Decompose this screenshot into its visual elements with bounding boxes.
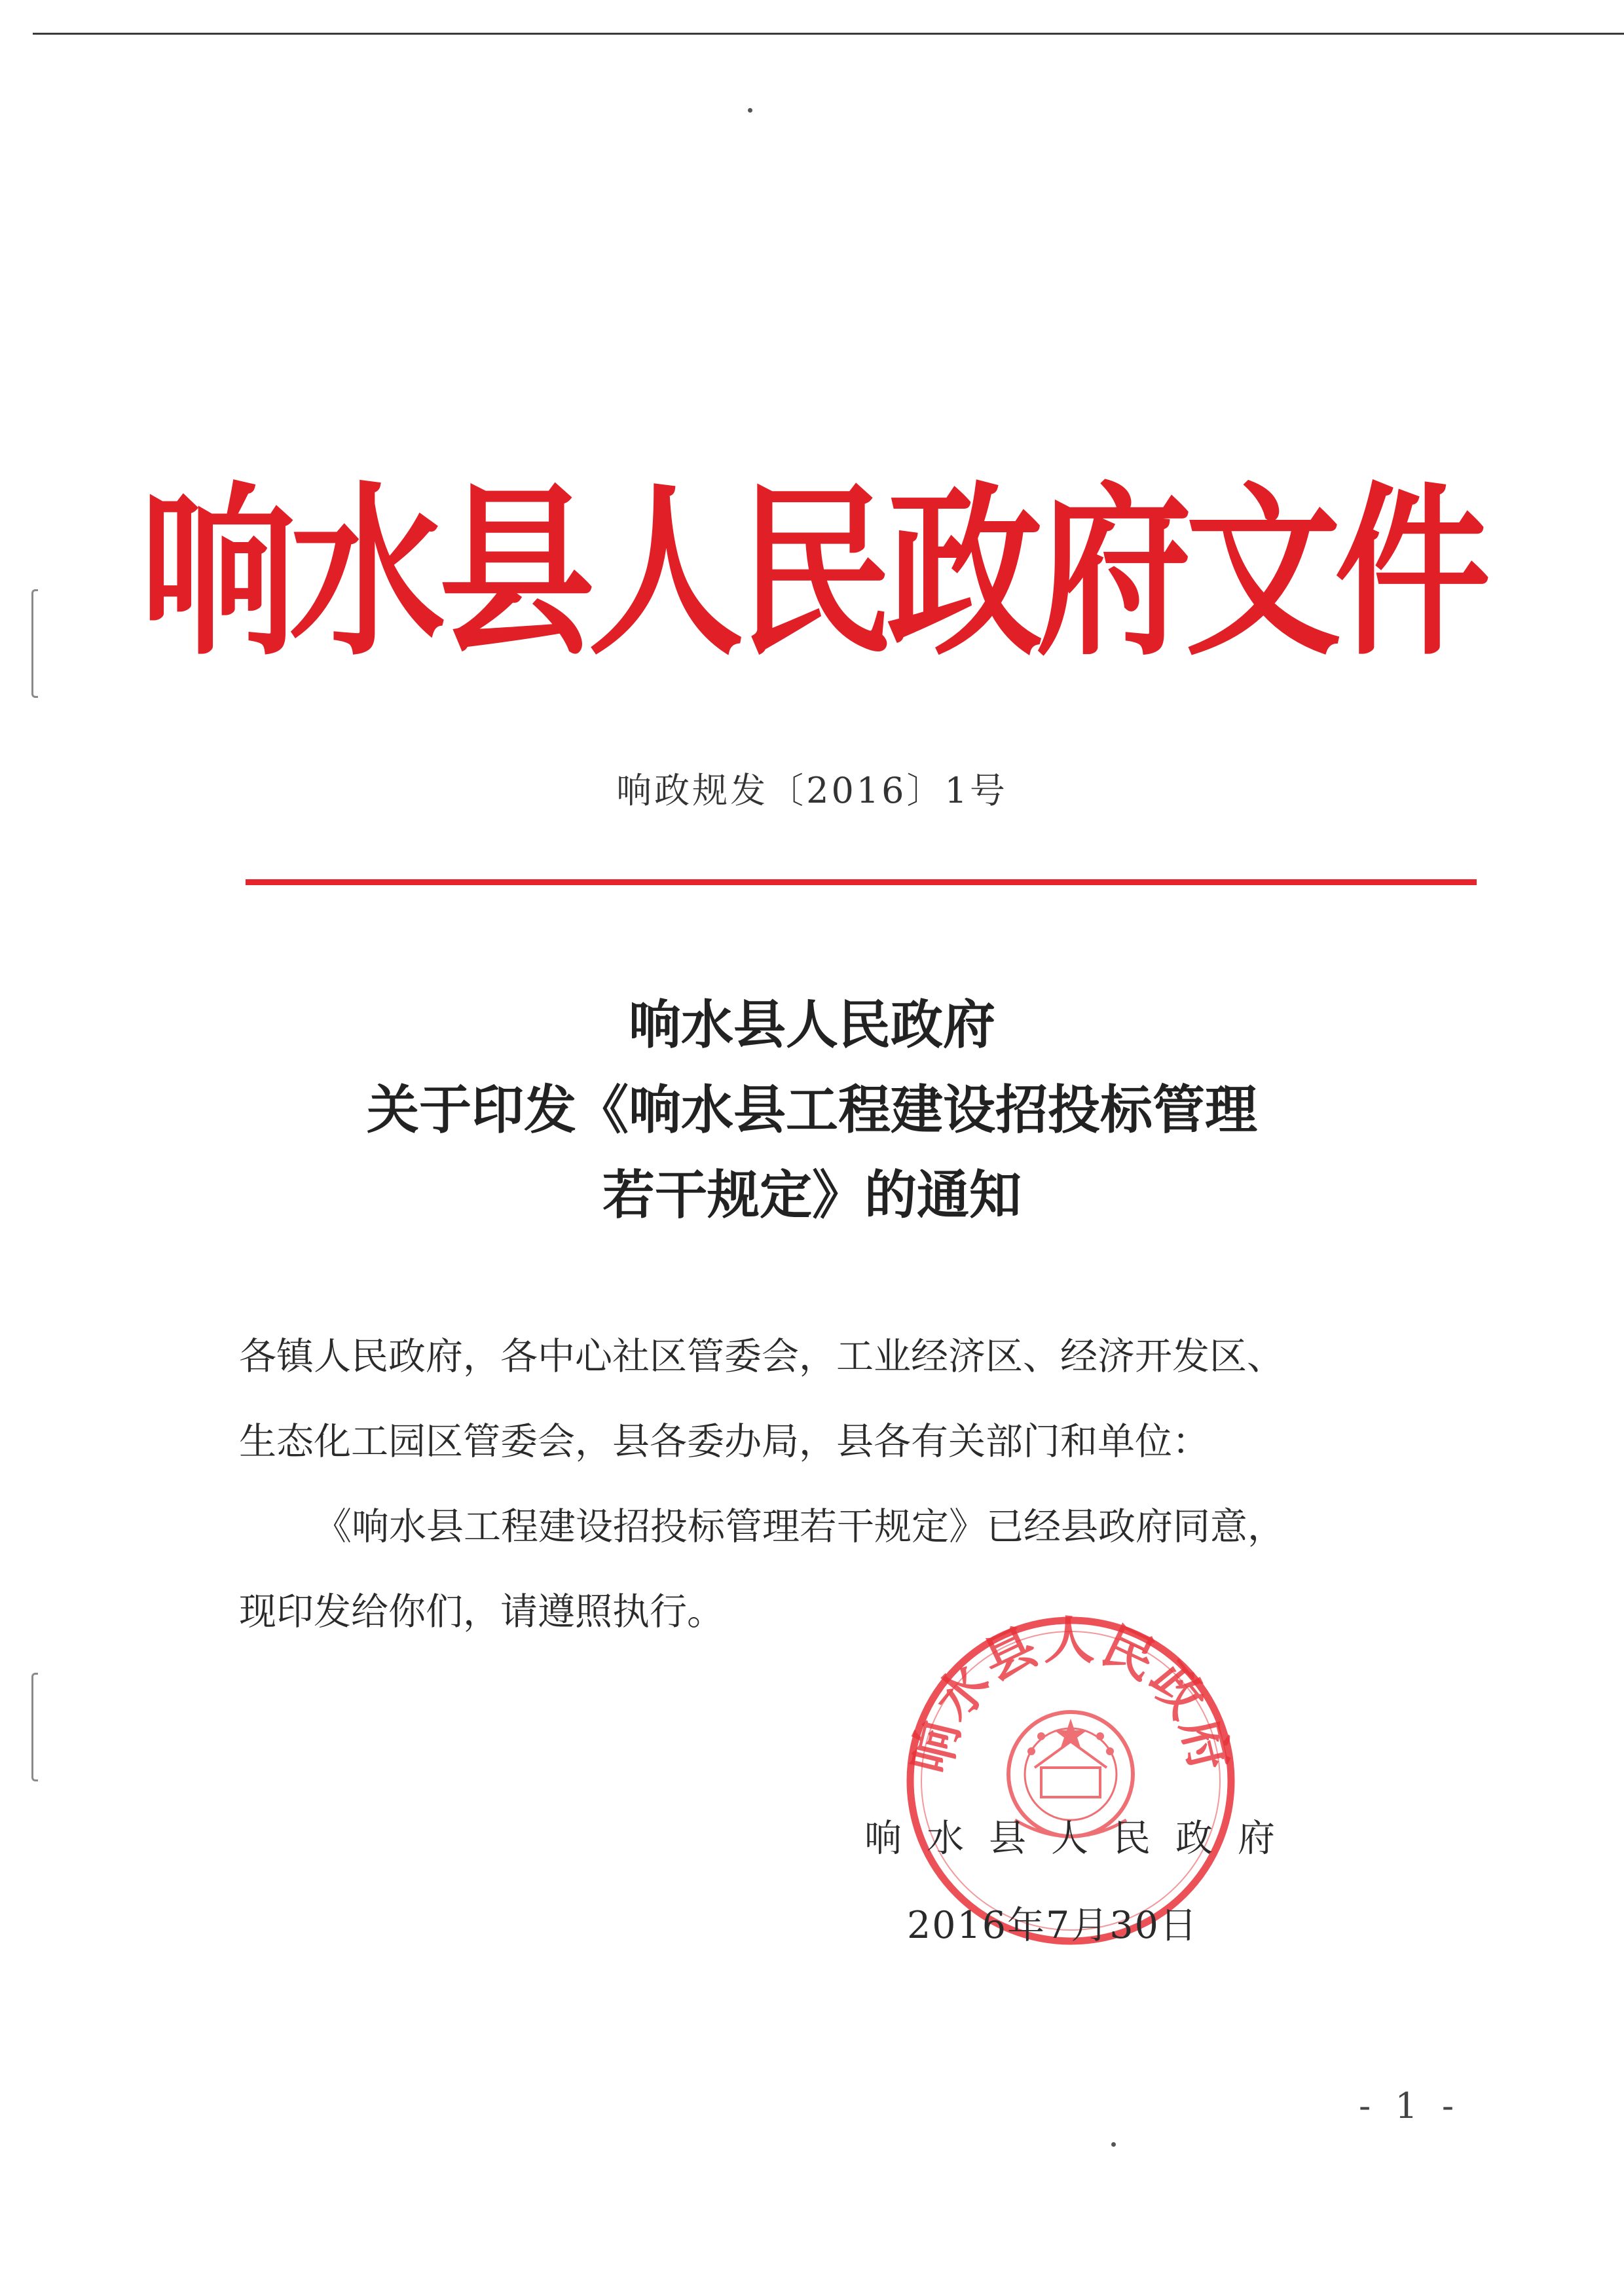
document-number: 响政规发〔2016〕1号: [616, 770, 1008, 811]
body-paragraph: [239, 1484, 1437, 1654]
scan-speck: [748, 108, 752, 113]
page-top-border: [33, 33, 1624, 35]
issue-date: 2016年7月30日: [907, 1904, 1198, 1947]
body-line: 《响水县工程建设招投标管理若干规定》已经县政府同意，: [314, 1505, 1285, 1548]
recipients-line: 各镇人民政府，各中心社区管委会，工业经济区、经济开发区、: [239, 1335, 1284, 1378]
scan-speck: [1111, 2142, 1116, 2147]
recipients-line: 生态化工园区管委会，县各委办局，县各有关部门和单位：: [239, 1420, 1209, 1463]
body-line: 现印发给你们，请遵照执行。: [239, 1590, 724, 1633]
notice-title-line: 关于印发《响水县工程建设招投标管理: [367, 1079, 1257, 1140]
notice-title-line: 若干规定》的通知: [602, 1164, 1022, 1226]
page-number: - 1 -: [1359, 2085, 1461, 2126]
staple-mark: [31, 1673, 38, 1781]
header-red-rule: [246, 879, 1477, 885]
issuer-signature: 响水县人民政府: [864, 1817, 1300, 1860]
notice-title-line: 响水县人民政府: [629, 994, 995, 1055]
svg-text:响水县人民政府: 响水县人民政府: [901, 1611, 1240, 1779]
recipients-block: [239, 1314, 1437, 1484]
document-header-title: 响水县人民政府文件: [140, 466, 1484, 681]
notice-title: [0, 982, 1624, 1237]
